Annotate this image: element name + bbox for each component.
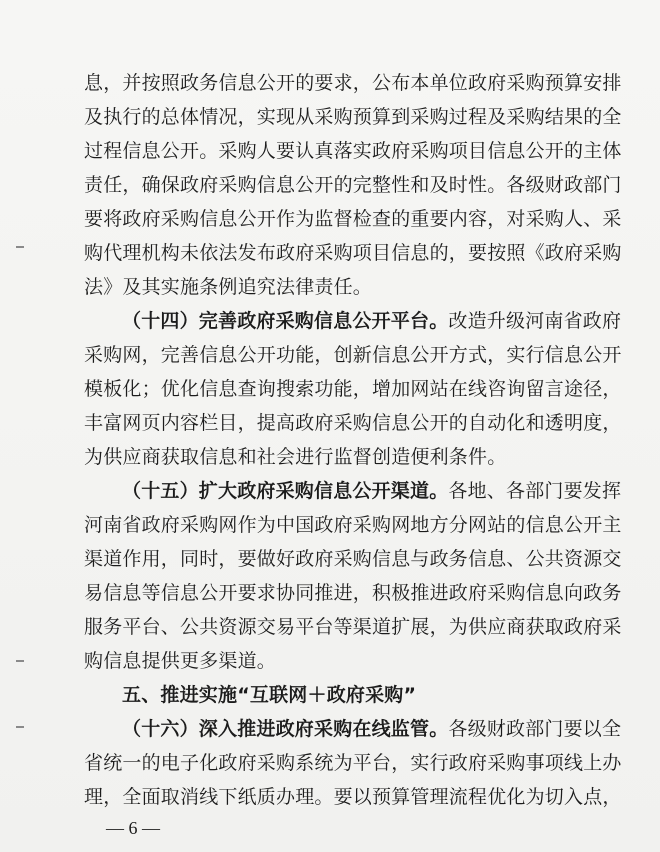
page-number: — 6 — bbox=[106, 818, 160, 838]
line-text: 模板化；优化信息查询搜索功能，增加网站在线咨询留言途径， bbox=[84, 378, 622, 400]
text-line bbox=[84, 474, 622, 508]
line-text: 要将政府采购信息公开作为监督检查的重要内容，对采购人、采 bbox=[84, 208, 622, 230]
text-line bbox=[84, 712, 622, 746]
line-text: 河南省政府采购网作为中国政府采购网地方分网站的信息公开主 bbox=[84, 514, 622, 536]
margin-mark bbox=[16, 726, 24, 728]
line-text: 为供应商获取信息和社会进行监督创造便利条件。 bbox=[84, 446, 507, 468]
line-text: 各地、各部门要发挥 bbox=[448, 480, 622, 502]
line-text: 采购网，完善信息公开功能，创新信息公开方式，实行信息公开 bbox=[84, 344, 622, 366]
paragraph-lead: （十六）深入推进政府采购在线监管。 bbox=[122, 718, 449, 740]
text-line bbox=[84, 168, 622, 202]
margin-mark bbox=[16, 660, 24, 662]
text-line bbox=[84, 202, 622, 236]
line-text: 各级财政部门要以全 bbox=[448, 718, 622, 740]
text-line bbox=[84, 304, 622, 338]
section-heading-text: 五、推进实施“互联网＋政府采购” bbox=[122, 684, 417, 706]
text-line bbox=[84, 270, 584, 304]
line-text: 丰富网页内容栏目，提高政府采购信息公开的自动化和透明度， bbox=[84, 412, 622, 434]
line-text: 服务平台、公共资源交易平台等渠道扩展，为供应商获取政府采 bbox=[84, 616, 622, 638]
line-text: 渠道作用，同时，要做好政府采购信息与政务信息、公共资源交 bbox=[84, 548, 622, 570]
text-line bbox=[84, 746, 622, 780]
text-line bbox=[84, 644, 584, 678]
section-heading bbox=[84, 678, 584, 712]
line-text: 法》及其实施条例追究法律责任。 bbox=[84, 276, 373, 298]
text-line bbox=[84, 100, 622, 134]
line-text: 购信息提供更多渠道。 bbox=[84, 650, 277, 672]
text-line bbox=[84, 576, 622, 610]
paragraph-lead: （十四）完善政府采购信息公开平台。 bbox=[122, 310, 449, 332]
line-text: 过程信息公开。采购人要认真落实政府采购项目信息公开的主体 bbox=[84, 140, 622, 162]
text-line bbox=[84, 134, 622, 168]
text-line bbox=[84, 66, 622, 100]
body-text bbox=[84, 66, 622, 814]
text-line bbox=[84, 338, 622, 372]
text-line bbox=[84, 440, 584, 474]
text-line bbox=[84, 236, 622, 270]
line-text: 易信息等信息公开要求协同推进，积极推进政府采购信息向政务 bbox=[84, 582, 622, 604]
text-line bbox=[84, 780, 622, 814]
line-text: 理，全面取消线下纸质办理。要以预算管理流程优化为切入点， bbox=[84, 786, 622, 808]
text-line bbox=[84, 542, 622, 576]
text-line bbox=[84, 508, 622, 542]
text-line bbox=[84, 372, 622, 406]
line-text: 息，并按照政务信息公开的要求，公布本单位政府采购预算安排 bbox=[84, 72, 622, 94]
line-text: 责任，确保政府采购信息公开的完整性和及时性。各级财政部门 bbox=[84, 174, 622, 196]
margin-mark bbox=[16, 246, 24, 248]
line-text: 购代理机构未依法发布政府采购项目信息的，要按照《政府采购 bbox=[84, 242, 622, 264]
text-line bbox=[84, 610, 622, 644]
paragraph-lead: （十五）扩大政府采购信息公开渠道。 bbox=[122, 480, 449, 502]
text-line bbox=[84, 406, 622, 440]
line-text: 省统一的电子化政府采购系统为平台，实行政府采购事项线上办 bbox=[84, 752, 622, 774]
line-text: 改造升级河南省政府 bbox=[448, 310, 622, 332]
line-text: 及执行的总体情况，实现从采购预算到采购过程及采购结果的全 bbox=[84, 106, 622, 128]
